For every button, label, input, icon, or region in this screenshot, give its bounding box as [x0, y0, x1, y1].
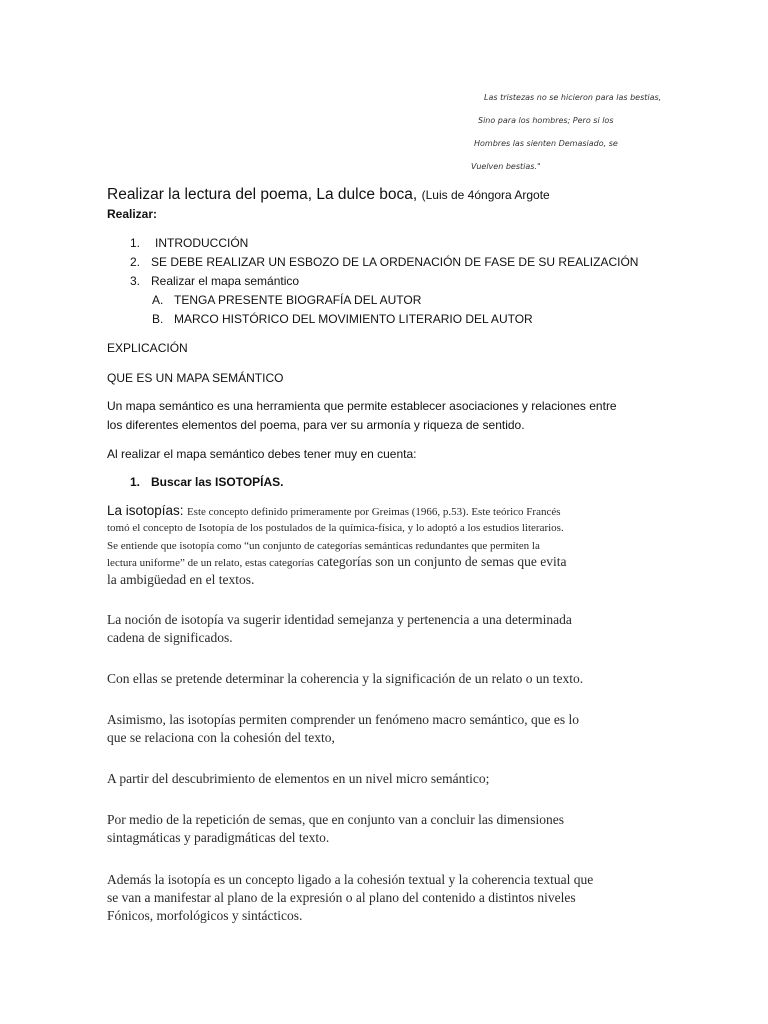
paragraph-5-line-2: sintagmáticas y paradigmáticas del texto. — [107, 830, 330, 845]
realizar-label: Realizar: — [107, 207, 158, 221]
task-item-1 — [130, 236, 730, 252]
isotopia-text: Este concepto definido primeramente por Greimas (1966, p.53). Este teórico Francés — [186, 506, 561, 518]
task-number: 3. — [130, 274, 141, 288]
paragraph-6-line-3: Fónicos, morfológicos y sintácticos. — [107, 908, 303, 923]
isotopia-text-large: categorías son un conjunto de semas que evita — [317, 554, 567, 569]
subtask-letter: A. — [152, 293, 164, 307]
subtask-item-b — [152, 312, 652, 328]
task-item-3 — [130, 274, 730, 290]
paragraph-2-line-1: Con ellas se pretende determinar la coherencia y la significación de un relato o un texto. — [107, 671, 584, 686]
isotopia-line-5: la ambigüedad en el textos. — [107, 572, 255, 587]
epigraph-line-3: Hombres las sienten Demasiado, se — [474, 139, 618, 148]
task-number: 1. — [130, 236, 141, 250]
isotopia-line-4 — [107, 553, 566, 572]
task-item-2 — [130, 255, 730, 271]
subtask-letter: B. — [152, 312, 164, 326]
paragraph-3-line-2: que se relaciona con la cohesión del texto, — [107, 730, 335, 745]
paragraph-5-line-1: Por medio de la repetición de semas, que en conjunto van a concluir las dimensiones — [107, 812, 564, 827]
buscar-item — [130, 475, 430, 491]
al-realizar-text: Al realizar el mapa semántico debes tener muy en cuenta: — [107, 447, 417, 461]
isotopia-label: La isotopías: — [107, 503, 184, 518]
task-number: 2. — [130, 255, 141, 269]
subtask-label: MARCO HISTÓRICO DEL MOVIMIENTO LITERARIO DEL AUTOR — [174, 312, 533, 326]
task-label: SE DEBE REALIZAR UN ESBOZO DE LA ORDENACIÓN DE FASE DE SU REALIZACIÓN — [151, 255, 639, 269]
paragraph-3-line-1: Asimismo, las isotopías permiten comprender un fenómeno macro semántico, que es lo — [107, 712, 580, 727]
paragraph-1-line-1: La noción de isotopía va sugerir identidad semejanza y pertenencia a una determinada — [107, 612, 572, 627]
isotopia-line-2: tomó el concepto de Isotopía de los postulados de la química-física, y lo adoptó a los estudios literarios. — [107, 522, 564, 534]
epigraph-line-1: Las tristezas no se hicieron para las bestias, — [484, 93, 662, 102]
paragraph-6-line-1: Además la isotopía es un concepto ligado a la cohesión textual y la coherencia textual que — [107, 872, 594, 887]
paragraph-4-line-1: A partir del descubrimiento de elementos en un nivel micro semántico; — [107, 771, 490, 786]
question-heading: QUE ES UN MAPA SEMÁNTICO — [107, 371, 284, 385]
document-title — [107, 186, 550, 204]
paragraph-1-line-2: cadena de significados. — [107, 630, 233, 645]
explicacion-heading: EXPLICACIÓN — [107, 341, 188, 355]
epigraph-line-4: Vuelven bestias." — [471, 162, 541, 171]
buscar-label: Buscar las ISOTOPÍAS. — [151, 475, 284, 489]
subtask-label: TENGA PRESENTE BIOGRAFÍA DEL AUTOR — [174, 293, 422, 307]
title-main: Realizar la lectura del poema, La dulce boca, — [107, 186, 418, 203]
task-label: INTRODUCCIÓN — [155, 236, 249, 250]
title-author: (Luis de 4óngora Argote — [421, 188, 550, 202]
isotopia-text-small: lectura uniforme” de un relato, estas categorías — [107, 557, 314, 569]
subtask-item-a — [152, 293, 652, 309]
buscar-number: 1. — [130, 475, 141, 489]
epigraph-line-2: Sino para los hombres; Pero si los — [478, 116, 614, 125]
definition-line-1: Un mapa semántico es una herramienta que permite establecer asociaciones y relaciones entre — [107, 399, 617, 413]
task-label: Realizar el mapa semántico — [151, 274, 300, 288]
paragraph-6-line-2: se van a manifestar al plano de la expresión o al plano del contenido a distintos niveles — [107, 890, 576, 905]
definition-line-2: los diferentes elementos del poema, para ver su armonía y riqueza de sentido. — [107, 418, 525, 432]
isotopia-line-3: Se entiende que isotopía como “un conjunto de categorías semánticas redundantes que permiten la — [107, 540, 540, 552]
